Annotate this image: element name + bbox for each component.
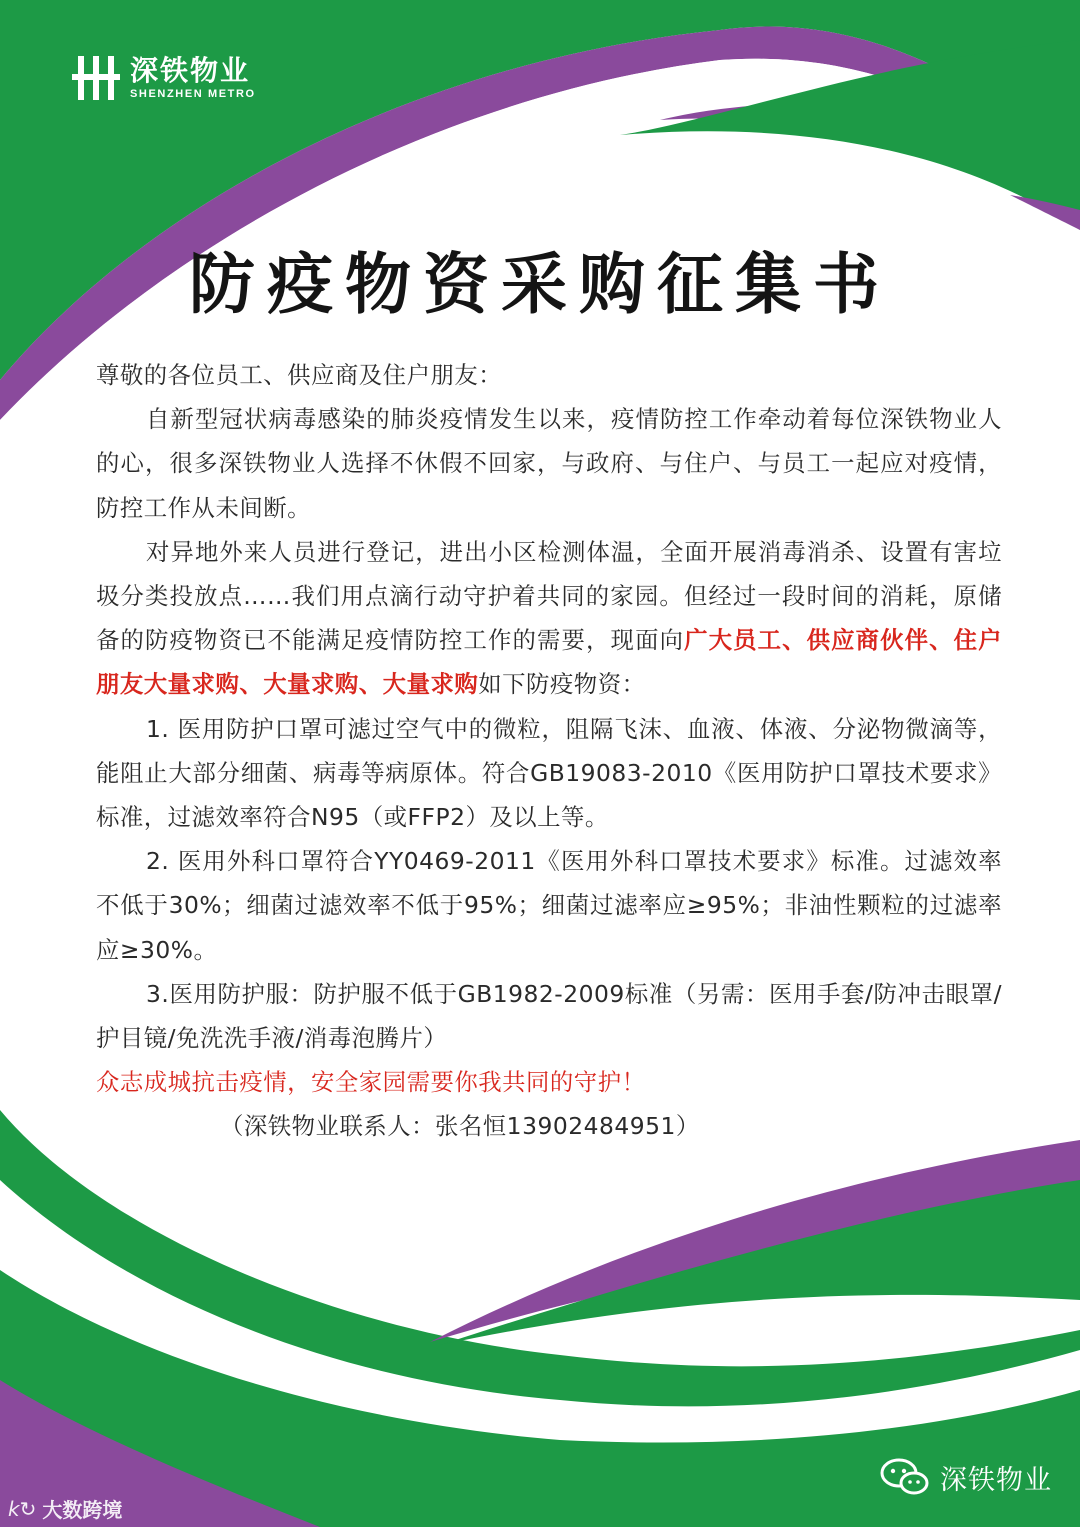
- greeting: 尊敬的各位员工、供应商及住户朋友：: [96, 361, 503, 389]
- wechat-account-name: 深铁物业: [940, 1464, 1052, 1496]
- paragraph-2: [96, 530, 1002, 707]
- paragraph-2-end: 如下防疫物资：: [478, 670, 646, 699]
- paragraph-2-text: 对异地外来人员进行登记，进出小区检测体温，全面开展消毒消杀、设置有害垃圾分类投放点……我们用点滴行动守护着共同的家园。但经过一段时间的消耗，原储备的防疫物资已不能满足疫情防控工作的需要，现面向: [96, 537, 1002, 655]
- bottom-green-arc: [440, 1180, 1080, 1345]
- watermark-label: 大数跨境: [42, 1498, 123, 1522]
- list-item-1: 1. 医用防护口罩可滤过空气中的微粒，阻隔飞沫、血液、体液、分泌物微滴等，能阻止大部分细菌、病毒等病原体。符合GB19083-2010《医用防护口罩技术要求》标准，过滤效率符合N95（或FFP2）及以上等。: [96, 714, 1002, 832]
- list-item-2: 2. 医用外科口罩符合YY0469-2011《医用外科口罩技术要求》标准。过滤效率不低于30%；细菌过滤效率不低于95%；细菌过滤率应≥95%；非油性颗粒的过滤率应≥30%。: [96, 847, 1002, 964]
- list-item-3: 3.医用防护服：防护服不低于GB1982-2009标准（另需：医用手套/防冲击眼罩/护目镜/免洗洗手液/消毒泡腾片）: [96, 979, 1002, 1053]
- letter-body: [96, 353, 1002, 1149]
- page-title: 防疫物资采购征集书: [189, 245, 891, 323]
- watermark-logo-icon: k↻: [8, 1496, 37, 1521]
- slogan: 众志成城抗击疫情，安全家园需要你我共同的守护！: [96, 1068, 646, 1097]
- wechat-icon: [880, 1457, 930, 1497]
- watermark: [8, 1494, 122, 1523]
- paragraph-2-highlight: 广大员工、供应商伙伴、住户朋友大量求购、大量求购、大量求购: [96, 626, 1003, 699]
- paragraph-1: 自新型冠状病毒感染的肺炎疫情发生以来，疫情防控工作牵动着每位深铁物业人的心，很多深铁物业人选择不休假不回家，与政府、与住户、与员工一起应对疫情，防控工作从未间断。: [96, 405, 1002, 522]
- wechat-account: [880, 1457, 1052, 1497]
- brand-name-cn: 深铁物业: [130, 54, 251, 87]
- shenzhen-metro-logo-icon: [70, 52, 122, 104]
- brand-name-en: SHENZHEN METRO: [130, 88, 256, 100]
- contact-info: （深铁物业联系人：张名恒13902484951）: [220, 1112, 700, 1141]
- company-logo: [70, 52, 256, 104]
